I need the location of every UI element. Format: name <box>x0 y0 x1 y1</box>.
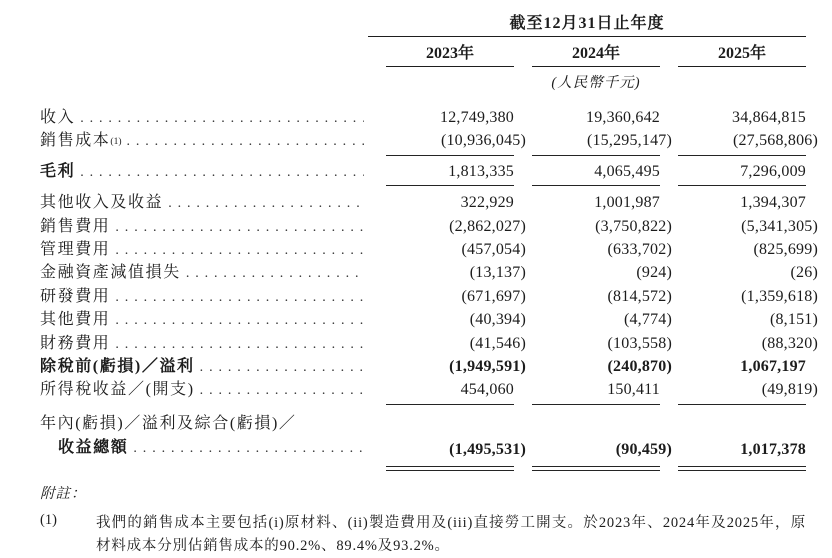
rule-line <box>532 466 660 472</box>
value-cell <box>386 287 526 306</box>
value-text: (27,568,806) <box>732 132 818 150</box>
row-label <box>40 104 368 127</box>
value-text: (3,750,822) <box>595 217 672 235</box>
value-cell <box>532 240 672 259</box>
row-label-text: 研發費用 <box>40 287 111 305</box>
value-cell <box>386 194 514 212</box>
value-text: (924) <box>636 264 672 282</box>
value-text: (41,546) <box>469 334 526 352</box>
dot-leader <box>200 358 364 376</box>
value-cell <box>532 334 672 353</box>
row-label <box>40 259 368 282</box>
value-text: 322,929 <box>460 194 514 212</box>
rule-line <box>386 185 514 186</box>
value-text: (814,572) <box>607 287 672 305</box>
value-cell <box>532 217 672 236</box>
row-label <box>40 330 368 353</box>
table-row <box>40 158 806 181</box>
row-label-text: 管理費用 <box>40 240 111 258</box>
rule-line <box>532 155 660 156</box>
rule-line <box>678 155 806 156</box>
value-cell <box>532 264 672 282</box>
dot-leader <box>126 132 364 150</box>
value-cell <box>532 194 660 212</box>
row-label-text: 金融資產減值損失 <box>40 264 181 282</box>
value-cell <box>678 381 818 399</box>
dot-leader <box>115 241 364 259</box>
value-text: (5,341,305) <box>741 217 818 235</box>
table-row <box>40 104 806 127</box>
value-cell <box>678 311 818 329</box>
value-cell <box>532 357 672 376</box>
rule-line <box>532 404 660 405</box>
dot-leader <box>115 335 364 353</box>
value-cell <box>386 163 514 181</box>
value-cell <box>678 334 818 353</box>
table-row <box>40 213 818 236</box>
rule-line <box>532 185 660 186</box>
value-cell <box>532 132 672 150</box>
value-text: (8,151) <box>769 311 818 329</box>
value-text: (13,137) <box>469 264 526 282</box>
value-cell <box>386 381 514 399</box>
footnote-reference: (1) <box>110 137 122 148</box>
value-text: (15,295,147) <box>586 132 672 150</box>
table-row <box>40 330 818 353</box>
row-label-text: 收入 <box>40 109 76 126</box>
row-label <box>40 189 368 212</box>
dot-leader <box>80 109 364 127</box>
rule-line <box>386 466 514 472</box>
value-cell <box>532 311 672 329</box>
value-cell <box>386 440 526 461</box>
value-text: (457,054) <box>461 240 526 258</box>
rule-line <box>386 404 514 405</box>
row-label-text: 其他費用 <box>40 311 111 329</box>
dot-leader <box>168 194 364 212</box>
table-row <box>40 127 818 150</box>
value-cell <box>678 109 806 127</box>
value-cell <box>386 357 526 376</box>
footnote-marker: (1) <box>40 511 57 528</box>
row-label-line1: 年內(虧損)／溢利及綜合(虧損)／ <box>40 414 297 432</box>
table-row <box>40 259 818 282</box>
table-row <box>40 353 806 376</box>
year-header-2024: 2024年 <box>532 38 660 67</box>
table-header-period-row <box>40 10 806 37</box>
row-label <box>40 236 368 259</box>
value-text: 4,065,495 <box>594 162 660 180</box>
footnote-text: 我們的銷售成本主要包括(i)原材料、(ii)製造費用及(iii)直接勞工開支。於2023年、2024年及2025年，原材料成本分別佔銷售成本的90.2%、89.4%及93.2%。 <box>96 514 806 554</box>
value-text: (825,699) <box>753 240 818 258</box>
value-cell <box>386 334 526 353</box>
value-text: (1,495,531) <box>449 440 526 458</box>
dot-leader <box>133 436 364 461</box>
value-text: 150,411 <box>607 381 660 399</box>
dot-leader <box>186 264 364 282</box>
table-row <box>40 306 818 329</box>
row-label-text: 銷售費用 <box>40 217 111 235</box>
rule-line <box>678 185 806 186</box>
row-label <box>40 283 368 306</box>
value-cell <box>386 109 514 127</box>
value-text: 7,296,009 <box>740 162 806 180</box>
value-text: (4,774) <box>623 311 672 329</box>
row-label <box>40 127 368 150</box>
row-label-text: 除稅前(虧損)／溢利 <box>40 357 195 375</box>
row-label-line2: 收益總額 <box>58 438 129 456</box>
footnotes-title: 附註： <box>40 485 87 502</box>
value-cell <box>532 109 660 127</box>
row-label-text: 其他收入及收益 <box>40 194 164 212</box>
value-cell <box>678 194 806 212</box>
value-text: (90,459) <box>615 440 672 458</box>
table-header-currency-row <box>40 67 806 92</box>
value-text: (1,949,591) <box>449 357 526 375</box>
value-cell <box>386 311 526 329</box>
value-text: (633,702) <box>607 240 672 258</box>
row-label-text: 財務費用 <box>40 334 111 352</box>
currency-note-cell <box>532 67 660 92</box>
period-title: 截至12月31日止年度 <box>368 10 806 37</box>
value-text: (88,320) <box>761 334 818 352</box>
currency-note: (人民幣千元) <box>551 75 641 91</box>
row-label <box>40 412 368 461</box>
rule-line <box>678 466 806 472</box>
row-label <box>40 213 368 236</box>
value-cell <box>532 440 672 461</box>
rule-line <box>678 404 806 405</box>
value-text: (40,394) <box>469 311 526 329</box>
dot-leader <box>200 381 364 399</box>
table-body <box>40 104 818 466</box>
value-cell <box>678 217 818 236</box>
value-text: 454,060 <box>460 381 514 399</box>
row-label-text: 所得稅收益／(開支) <box>40 381 195 399</box>
year-header-2023: 2023年 <box>386 38 514 67</box>
value-cell <box>678 163 806 181</box>
value-cell <box>386 240 526 259</box>
value-text: 34,864,815 <box>732 109 806 126</box>
value-text: (49,819) <box>761 381 818 399</box>
value-text: (671,697) <box>461 287 526 305</box>
dot-leader <box>80 163 364 181</box>
value-cell <box>678 132 818 150</box>
value-text: 1,017,378 <box>740 440 806 458</box>
year-header-2025: 2025年 <box>678 38 806 67</box>
row-label-text: 毛利 <box>40 162 76 180</box>
value-text: (103,558) <box>607 334 672 352</box>
value-cell <box>532 381 660 399</box>
value-text: 1,394,307 <box>740 194 806 212</box>
income-statement-table <box>40 10 818 466</box>
value-text: (10,936,045) <box>440 132 526 150</box>
row-label <box>40 306 368 329</box>
value-cell <box>678 287 818 306</box>
value-cell <box>678 240 818 259</box>
value-cell <box>678 264 818 282</box>
value-text: (240,870) <box>607 357 672 375</box>
value-text: (26) <box>790 264 818 282</box>
value-cell <box>386 264 526 282</box>
value-cell <box>386 132 526 150</box>
value-cell <box>678 358 806 376</box>
row-label <box>40 158 368 181</box>
value-cell <box>532 163 660 181</box>
value-text: 1,001,987 <box>594 194 660 212</box>
row-label <box>40 376 368 399</box>
table-row <box>40 189 806 212</box>
value-cell <box>386 217 526 236</box>
table-row <box>40 412 806 461</box>
value-cell <box>678 441 806 461</box>
value-text: 19,360,642 <box>586 109 660 126</box>
dot-leader <box>115 311 364 329</box>
value-text: 12,749,380 <box>440 109 514 126</box>
row-label-text: 銷售成本 <box>40 132 111 150</box>
value-text: (2,862,027) <box>449 217 526 235</box>
footnotes-section <box>40 482 806 558</box>
value-cell <box>532 287 672 306</box>
table-row <box>40 376 818 399</box>
value-text: 1,813,335 <box>448 162 514 180</box>
table-row <box>40 283 818 306</box>
dot-leader <box>115 288 364 306</box>
footnote-item <box>40 512 806 558</box>
table-row <box>40 236 818 259</box>
row-label <box>40 353 368 376</box>
rule-line <box>386 155 514 156</box>
value-text: (1,359,618) <box>741 287 818 305</box>
table-header-years-row <box>40 38 806 67</box>
value-text: 1,067,197 <box>740 357 806 375</box>
dot-leader <box>115 218 364 236</box>
